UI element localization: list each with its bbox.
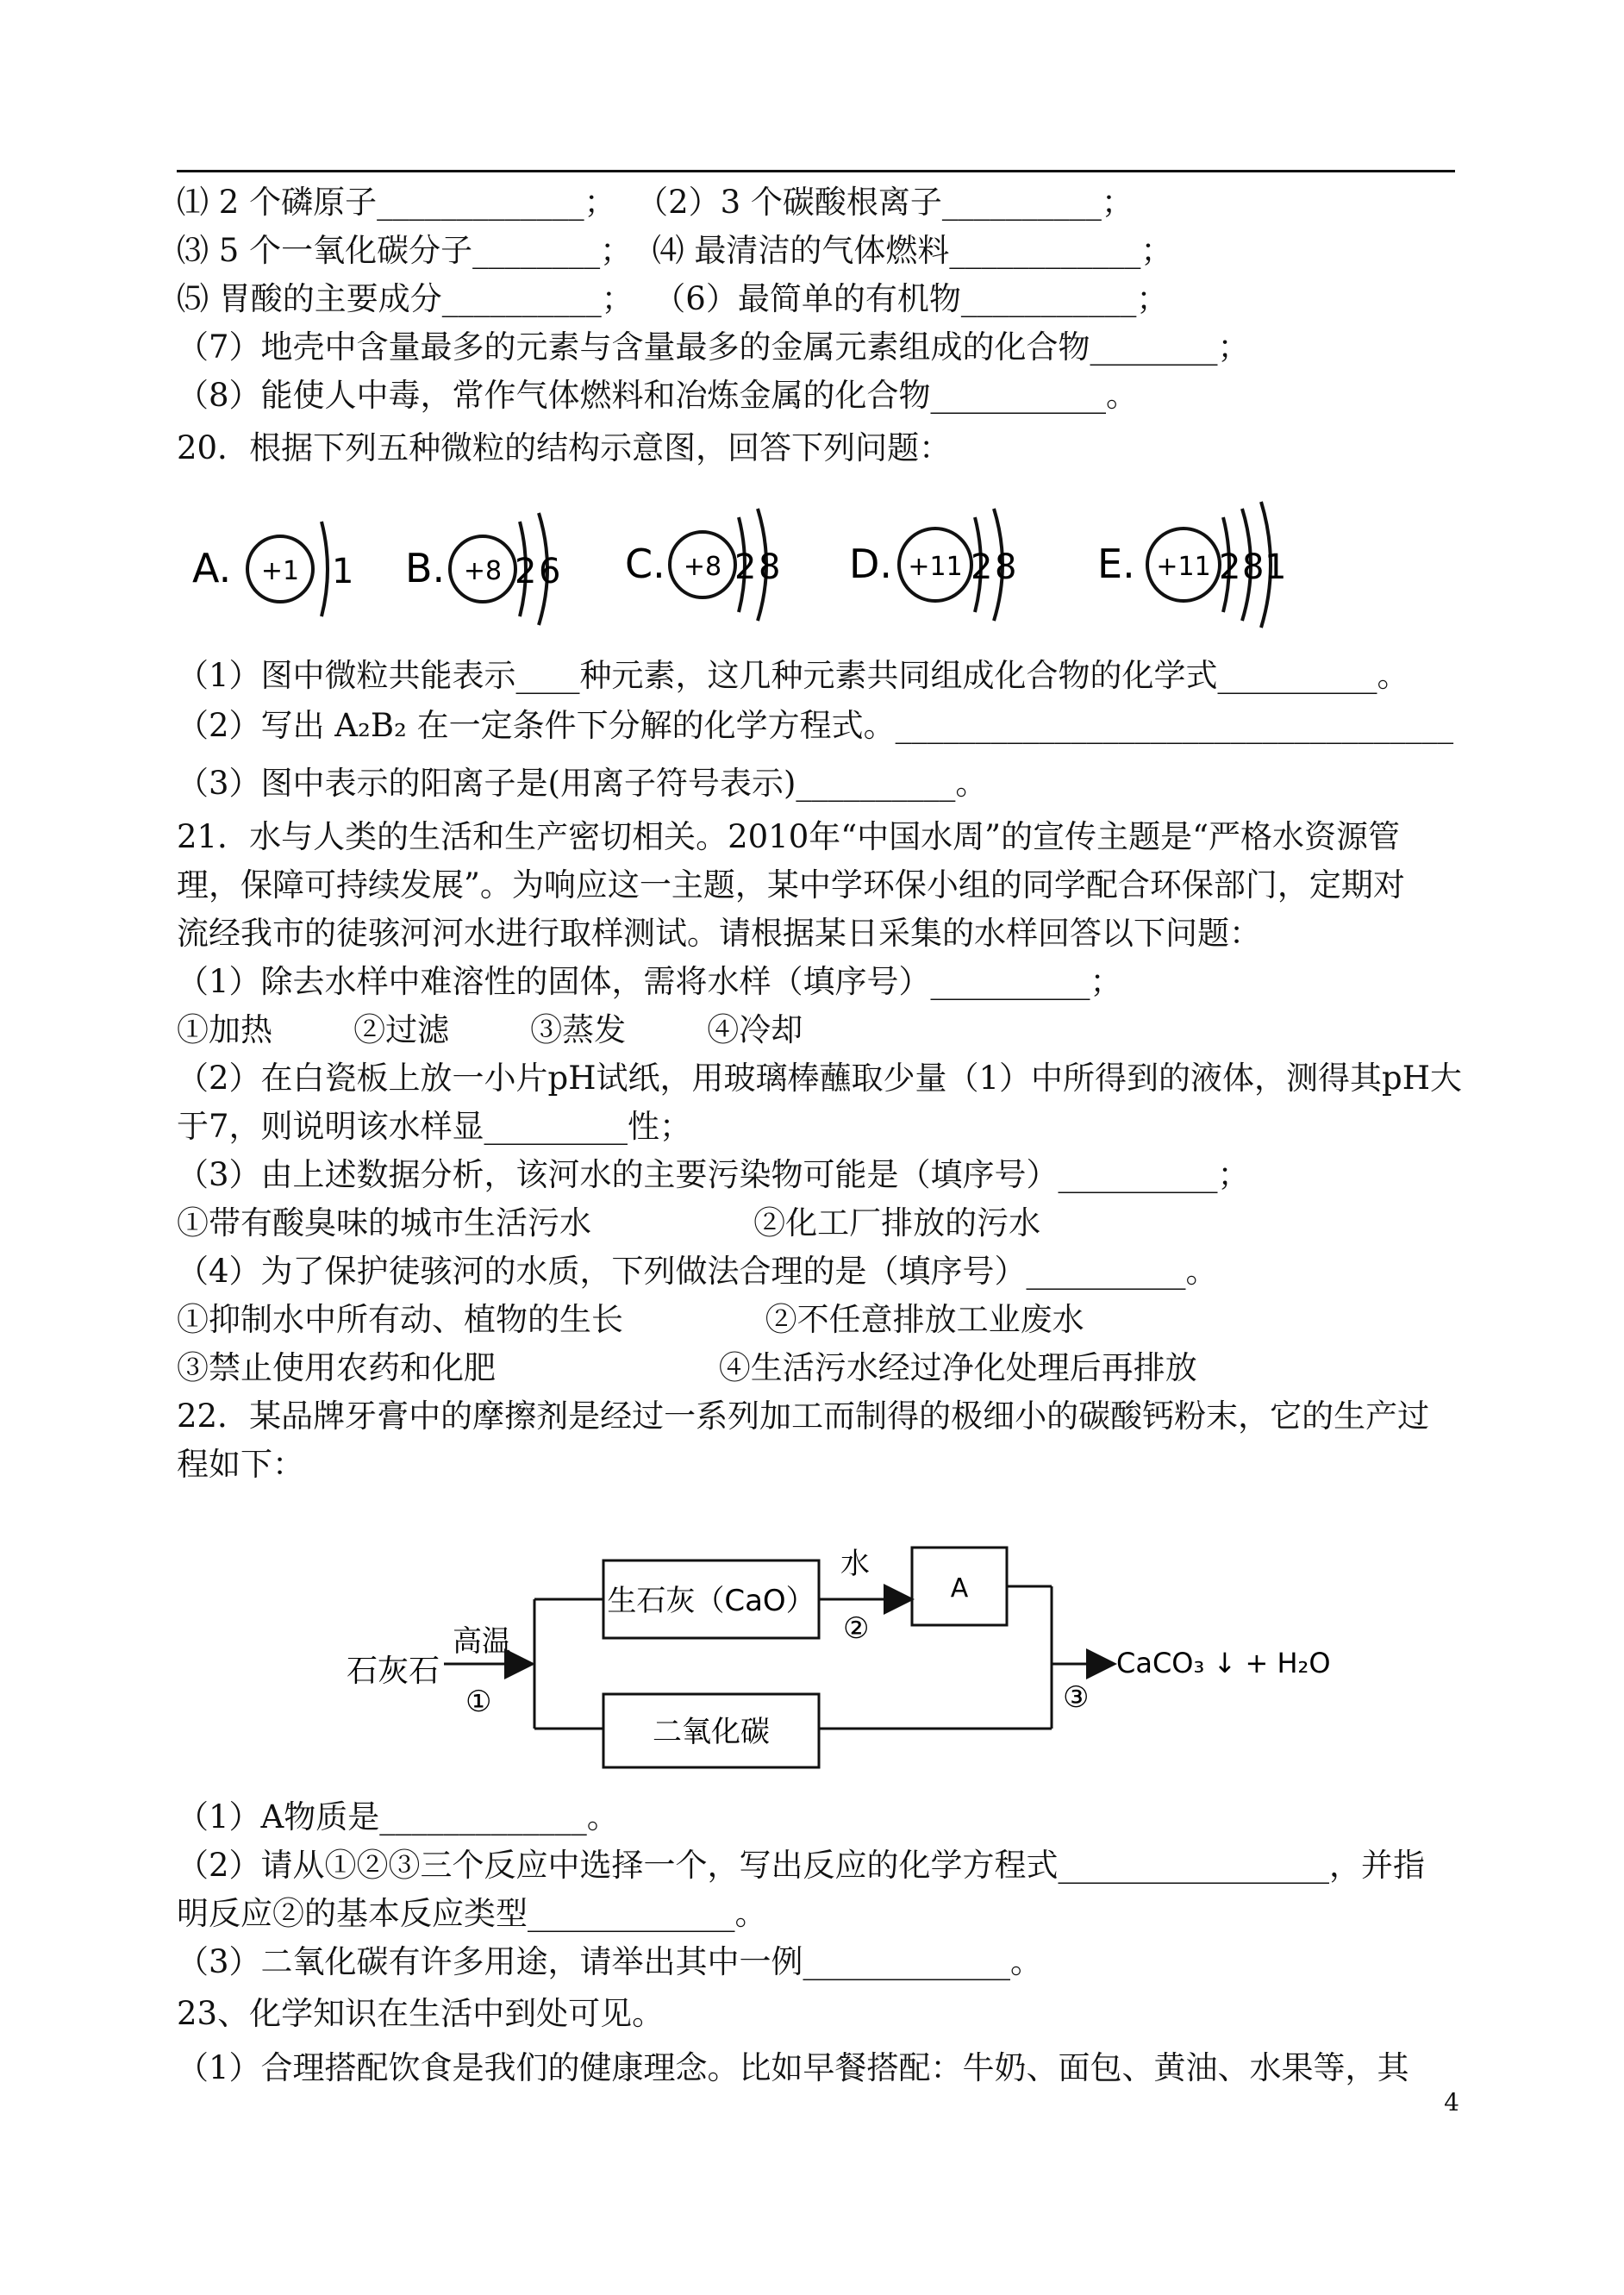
atom-E-label: E.: [1097, 541, 1135, 587]
q21-options-3: ①带有酸臭味的城市生活污水 ②化工厂排放的污水: [177, 1204, 1041, 1241]
atom-B: [405, 513, 560, 625]
q21-options-4a: ①抑制水中所有动、植物的生长 ②不任意排放工业废水: [177, 1301, 1084, 1338]
q20-part-1: （1）图中微粒共能表示____种元素，这几种元素共同组成化合物的化学式__________。: [177, 657, 1409, 694]
q21-stem-1: 21．水与人类的生活和生产密切相关。2010年“中国水周”的宣传主题是“严格水资源管: [177, 818, 1400, 855]
q23-stem: 23、化学知识在生活中到处可见。: [177, 1995, 665, 2032]
q21-options-1: ①加热 ②过滤 ③蒸发 ④冷却: [177, 1011, 803, 1048]
q21-part-2a: （2）在白瓷板上放一小片pH试纸，用玻璃棒蘸取少量（1）中所得到的液体，测得其pH大: [177, 1060, 1462, 1097]
atom-D-shell-2: 8: [995, 547, 1017, 587]
q19-line-3: ⑸ 胃酸的主要成分__________； （6）最简单的有机物___________；: [177, 280, 1169, 317]
q21-options-4b: ③禁止使用农药和化肥 ④生活污水经过净化处理后再排放: [177, 1349, 1197, 1386]
flow-start-limestone: 石灰石: [347, 1654, 440, 1689]
atom-D: [849, 509, 1016, 621]
q21-part-4: （4）为了保护徒骇河的水质，下列做法合理的是（填序号）__________。: [177, 1253, 1218, 1290]
q19-line-5: （8）能使人中毒，常作气体燃料和冶炼金属的化合物___________。: [177, 377, 1139, 414]
atom-A-shell-1: 1: [332, 552, 354, 591]
atom-C: [625, 509, 780, 621]
atom-D-shell-1: 2: [971, 547, 993, 587]
flow-step1-number: ①: [465, 1685, 492, 1719]
flow-step1-condition: 高温: [453, 1624, 511, 1659]
atom-C-nucleus: +8: [683, 552, 722, 582]
atom-C-shell-2: 8: [759, 547, 781, 587]
atom-B-shell-2: 6: [539, 552, 561, 591]
atom-B-nucleus: +8: [463, 556, 503, 586]
q19-line-2: ⑶ 5 个一氧化碳分子________； ⑷ 最清洁的气体燃料____________；: [177, 232, 1173, 269]
q22-stem-1: 22．某品牌牙膏中的摩擦剂是经过一系列加工而制得的极细小的碳酸钙粉末，它的生产过: [177, 1398, 1430, 1435]
header-rule: [177, 170, 1455, 172]
atom-E-shell-1: 2: [1219, 547, 1241, 587]
flow-step2-water: 水: [840, 1547, 870, 1581]
flow-product: CaCO₃ ↓ + H₂O: [1116, 1647, 1331, 1679]
production-flow-diagram: [336, 1535, 1331, 1785]
q19-line-1: ⑴ 2 个磷原子_____________； （2）3 个碳酸根离子__________；: [177, 184, 1134, 221]
atom-E-shell-3: 1: [1265, 547, 1287, 587]
q20-part-3: （3）图中表示的阳离子是(用离子符号表示)__________。: [177, 765, 988, 802]
atom-E: [1097, 502, 1286, 628]
flow-box-a: A: [950, 1573, 969, 1604]
q22-part-1: （1）A物质是_____________。: [177, 1798, 619, 1835]
q21-part-2b: 于7，则说明该水样显_________性；: [177, 1108, 692, 1145]
atom-E-nucleus: +11: [1156, 552, 1211, 582]
q21-part-3: （3）由上述数据分析，该河水的主要污染物可能是（填序号）__________；: [177, 1156, 1250, 1193]
atom-A: [192, 522, 353, 616]
flow-step2-number: ②: [843, 1611, 870, 1646]
atom-B-label: B.: [405, 545, 446, 591]
atom-D-nucleus: +11: [908, 552, 963, 582]
q21-stem-3: 流经我市的徒骇河河水进行取样测试。请根据某日采集的水样回答以下问题：: [177, 915, 1261, 952]
q22-part-2a: （2）请从①②③三个反应中选择一个，写出反应的化学方程式_________________，并指: [177, 1847, 1426, 1884]
q22-part-3: （3）二氧化碳有许多用途，请举出其中一例_____________。: [177, 1943, 1043, 1980]
q19-line-4: （7）地壳中含量最多的元素与含量最多的金属元素组成的化合物________；: [177, 328, 1250, 366]
atom-C-label: C.: [625, 541, 665, 587]
q22-stem-2: 程如下：: [177, 1446, 304, 1483]
atom-A-nucleus: +1: [260, 556, 300, 586]
q22-part-2b: 明反应②的基本反应类型_____________。: [177, 1895, 767, 1932]
atom-B-shell-1: 2: [515, 552, 537, 591]
flow-box-co2: 二氧化碳: [653, 1715, 770, 1749]
q21-part-1: （1）除去水样中难溶性的固体，需将水样（填序号）__________；: [177, 963, 1122, 1000]
q20-part-2: （2）写出 A₂B₂ 在一定条件下分解的化学方程式。___________________________________: [177, 707, 1454, 744]
atom-D-label: D.: [849, 541, 893, 587]
page-number: 4: [1444, 2088, 1459, 2117]
atom-C-shell-1: 2: [734, 547, 757, 587]
flow-step3-number: ③: [1063, 1680, 1090, 1715]
atom-E-shell-2: 8: [1242, 547, 1265, 587]
flow-box-quicklime: 生石灰（CaO）: [607, 1584, 815, 1618]
q20-stem: 20．根据下列五种微粒的结构示意图，回答下列问题：: [177, 429, 952, 466]
q21-stem-2: 理，保障可持续发展”。为响应这一主题，某中学环保小组的同学配合环保部门，定期对: [177, 866, 1405, 904]
atom-structure-diagrams: [177, 483, 1340, 638]
q23-part-1: （1）合理搭配饮食是我们的健康理念。比如早餐搭配：牛奶、面包、黄油、水果等，其: [177, 2049, 1409, 2086]
atom-A-label: A.: [192, 545, 232, 591]
